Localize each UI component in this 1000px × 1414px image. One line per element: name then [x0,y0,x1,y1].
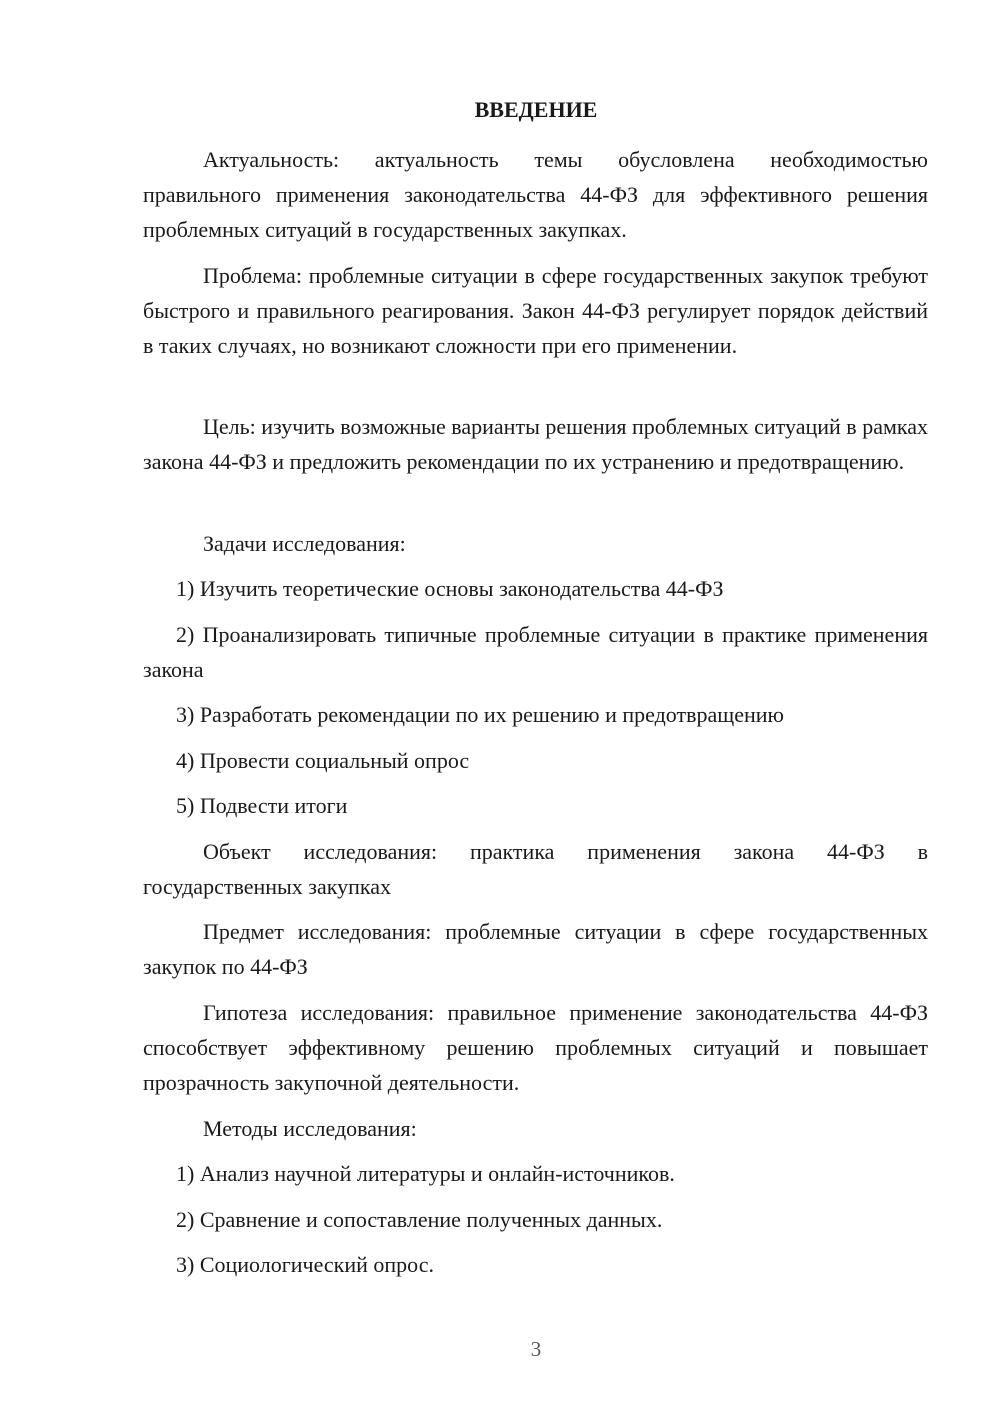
task-item-1: 1) Изучить теоретические основы законодательства 44-ФЗ [176,576,724,601]
problem-paragraph-block [143,258,928,363]
method-item-1: 1) Анализ научной литературы и онлайн-источников. [176,1161,675,1186]
task-item-3: 3) Разработать рекомендации по их решению и предотвращению [176,702,784,727]
task-item-4-block [143,743,928,778]
goal-paragraph-block [143,409,928,479]
section-heading: ВВЕДЕНИЕ [474,97,598,122]
tasks-heading: Задачи исследования: [203,531,406,556]
tasks-heading-block [143,526,928,561]
goal-paragraph: Цель: изучить возможные варианты решения проблемных ситуаций в рамках закона 44-ФЗ и предложить рекомендации по их устранению и предотвращению. [143,414,928,474]
relevance-paragraph-block [143,142,928,247]
task-item-5: 5) Подвести итоги [176,793,348,818]
object-paragraph-block [143,834,928,904]
subject-paragraph-block [143,914,928,984]
object-paragraph: Объект исследования: практика применения закона 44-ФЗ в государственных закупках [143,839,928,899]
method-item-1-block [143,1156,928,1191]
task-item-4: 4) Провести социальный опрос [176,748,470,773]
method-item-2-block [143,1202,928,1237]
task-item-2-block [143,617,928,687]
method-item-3: 3) Социологический опрос. [176,1252,434,1277]
methods-heading-block [143,1111,928,1146]
task-item-1-block [143,571,928,606]
relevance-paragraph: Актуальность: актуальность темы обусловлена необходимостью правильного применения законодательства 44-ФЗ для эффективного решения проблемных ситуаций в государственных закупках. [143,147,928,242]
problem-paragraph: Проблема: проблемные ситуации в сфере государственных закупок требуют быстрого и правильного реагирования. Закон 44-ФЗ регулирует порядок действий в таких случаях, но возникают сложности при его применении. [143,263,928,358]
page-number: 3 [530,1337,542,1361]
task-item-5-block [143,788,928,823]
method-item-2: 2) Сравнение и сопоставление полученных данных. [176,1207,663,1232]
methods-heading: Методы исследования: [203,1116,417,1141]
task-item-3-block [143,697,928,732]
hypothesis-paragraph: Гипотеза исследования: правильное применение законодательства 44-ФЗ способствует эффективному решению проблемных ситуаций и повышает прозрачность закупочной деятельности. [143,1000,928,1095]
subject-paragraph: Предмет исследования: проблемные ситуации в сфере государственных закупок по 44-ФЗ [143,919,928,979]
hypothesis-paragraph-block [143,995,928,1100]
method-item-3-block [143,1247,928,1282]
task-item-2: 2) Проанализировать типичные проблемные ситуации в практике применения закона [143,622,928,682]
